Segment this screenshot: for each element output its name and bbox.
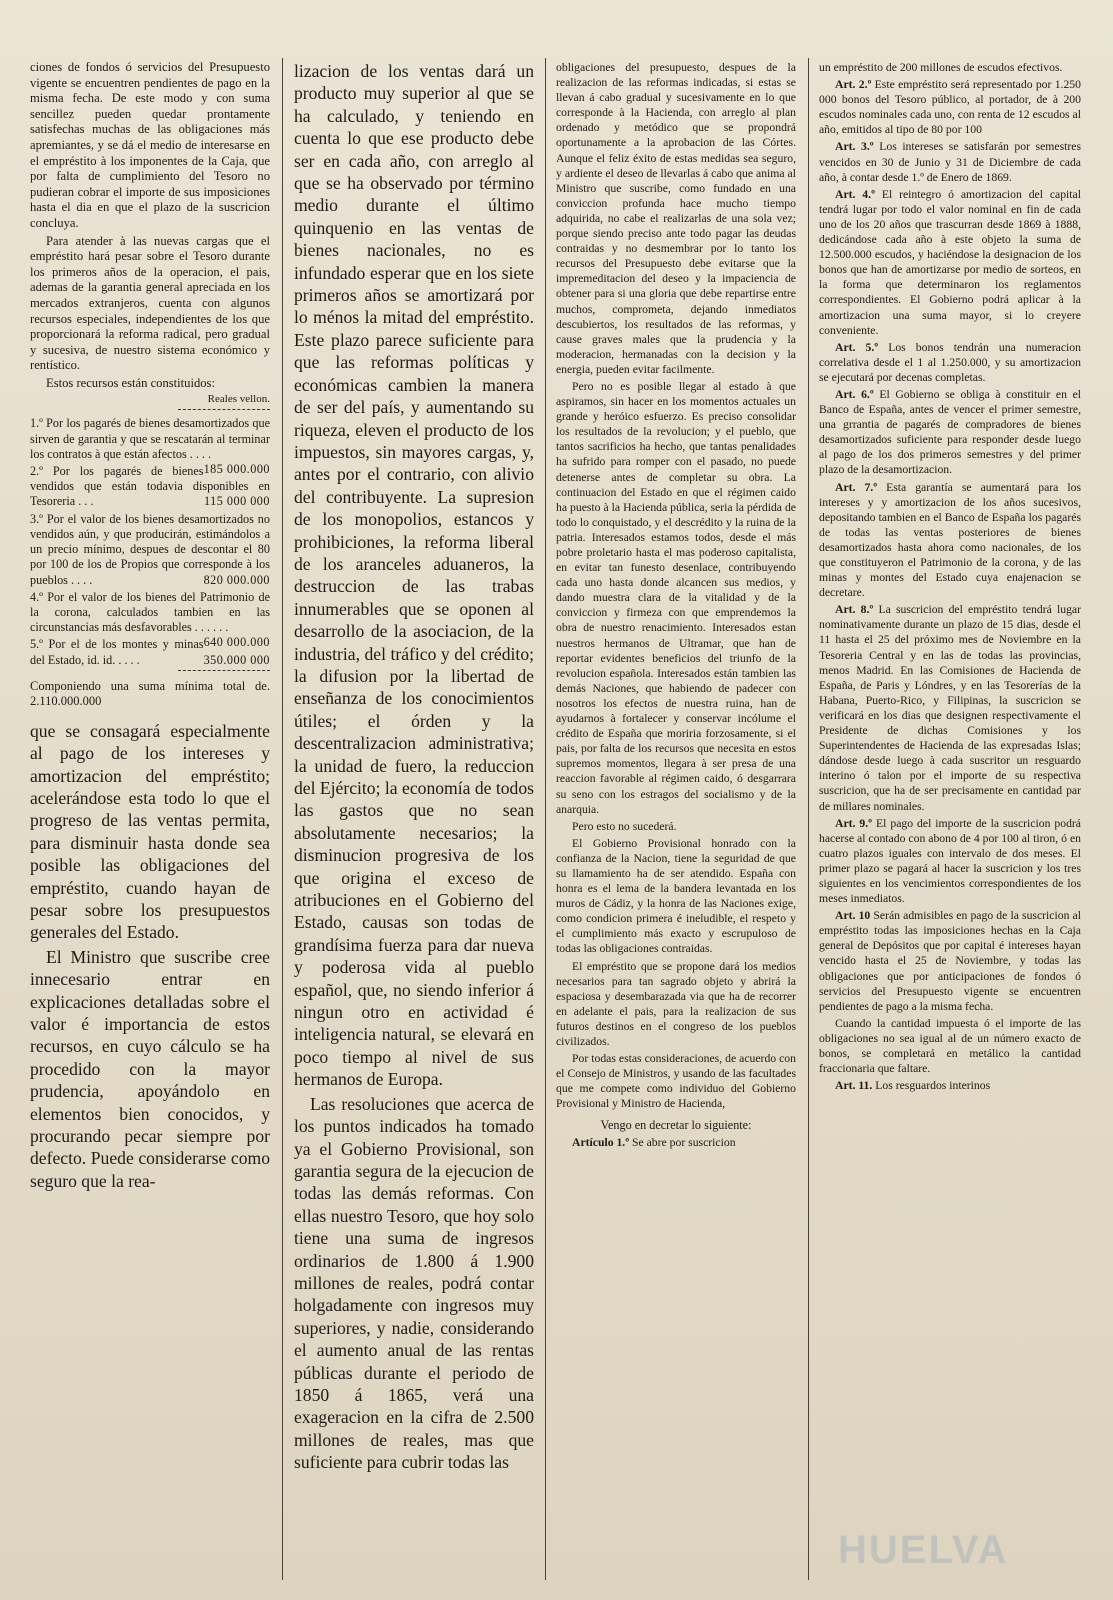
- article-label: Art. 2.º: [835, 78, 872, 92]
- article-text: El pago del importe de la suscricion podrá hacerse al contado con abono de 4 por 100 al tiron, ó en cuatro plazos iguales con intervalo de dos meses. El primer plazo se pagará al hacer la suscricion y los tres siguientes en los vencimientos correspondientes de los meses inmediatos.: [819, 816, 1081, 906]
- column-4: [819, 60, 1081, 1578]
- article-text: El Gobierno se obliga à constituir en el Banco de España, antes de vencer el primer semestre, una grrantia de pagarés de compradores de bienes desamortizados suficiente para responder desde luego al pago de los dos primeros semestres y del primer plazo de la desamortizacion.: [819, 387, 1081, 477]
- total-amount: 2.110.000.000: [30, 694, 102, 709]
- article-text: Se abre por suscricion: [632, 1136, 736, 1150]
- article-paragraph: [556, 1135, 796, 1150]
- paragraph: El empréstito que se propone dará los medios necesarios para tan sagrado objeto y abrirá la espaciosa y desembarazada via que ha de recorrer en adelante el pais, para la realizacion de sus futuros destinos en el congreso de los pueblos civilizados.: [556, 959, 796, 1048]
- article-paragraph: [819, 340, 1081, 385]
- divider: [178, 670, 270, 671]
- article-paragraph: [819, 77, 1081, 137]
- item-text: 3.º Por el valor de los bienes desamortizados no vendidos aún, y que producirán, estimándolos a un precio mínimo, despues de descontar el 80 por 100 de los de Propios que corresponde à los pueblos . . . .: [30, 511, 270, 587]
- item-amount: 185 000.000: [203, 462, 270, 477]
- article-paragraph: [819, 480, 1081, 601]
- article-text: Este empréstito será representado por 1.250 000 bonos del Tesoro público, al portador, de à 200 escudos nominales cada uno, con renta de 12 escudos al año, emitidos al tipo de 80 por 100: [819, 78, 1081, 137]
- article-label: Art. 3.º: [835, 140, 874, 154]
- item-text: 5.º Por el de los montes y minas del Estado, id. id. . . . .: [30, 637, 204, 667]
- resources-list: [30, 416, 270, 667]
- item-amount: 820 000.000: [203, 572, 270, 587]
- item-amount: 350.000 000: [203, 652, 270, 667]
- column-rule: [545, 58, 546, 1580]
- table-header: Reales vellon.: [207, 393, 270, 406]
- article-paragraph: [819, 187, 1081, 338]
- paragraph: ciones de fondos ó servicios del Presupuesto vigente se encuentren pendientes de pago en la misma fecha. De este modo y con suma sencillez pueden quedar prontamente satisfechas muchas de las obligaciones más apremiantes, y se dá el medio de interesarse en el empréstito à los imponentes de la Caja, que por falta de cumplimiento del Tesoro no pudieran cobrar el importe de sus imposiciones hasta el dia en que el plazo de la suscricion concluya.: [30, 60, 270, 230]
- article-paragraph: [819, 816, 1081, 907]
- paragraph: El Ministro que suscribe cree innecesario entrar en explicaciones detalladas sobre el valor é importancia de estos recursos, en cuyo cálculo se ha procedido con la mayor prudencia, apoyándolo en elementos bien conocidos, y procurando pecar siempre por defecto. Puede considerarse como seguro que la rea-: [30, 946, 270, 1191]
- list-item: [30, 512, 270, 588]
- article-paragraph: [819, 602, 1081, 813]
- paragraph: Cuando la cantidad impuesta ó el importe de las obligaciones no sea igual al de un número exacto de bonos, se completará en metálico la cantidad fraccionaria que faltare.: [819, 1016, 1081, 1076]
- column-1: [30, 60, 270, 1578]
- article-text: El reintegro ó amortizacion del capital tendrá lugar por todo el valor nominal en fin de cada uno de los 20 años que trascurran desde 1869 à 1888, dedicándose cada año à este objeto la suma de 12.500.000 escudos, y haciéndose la designacion de los bonos que han de amortizarse por medio de sorteos, en la forma que determinaron los reglamentos correspondientes. El Gobierno podrá aplicar à la amortizacion una suma mayor, si lo creyere conveniente.: [819, 187, 1081, 337]
- item-amount: 640 000.000: [203, 635, 270, 650]
- list-item: [30, 416, 270, 477]
- paragraph: Para atender à las nuevas cargas que el empréstito hará pesar sobre el Tesoro durante los primeros años de la operacion, el pais, ademas de la garantia general apreciada en los mercados extranjeros, cuenta con algunos recursos especiales, independientes de los que proporcionará la reforma radical, pero gradual y sucesiva, de nuestro sistema económico y rentístico.: [30, 233, 270, 373]
- article-label: Art. 10: [835, 909, 871, 923]
- paragraph: Estos recursos están constituidos:: [46, 375, 215, 390]
- paragraph: Las resoluciones que acerca de los puntos indicados ha tomado ya el Gobierno Provisional, son garantia segura de la ejecucion de todas las demás reformas. Con ellas nuestro Tesoro, que hoy solo tiene una suma de ingresos ordinarios de 1.800 á 1.900 millones de reales, podrá contar holgadamente con ingresos muy superiores, y nadie, considerando el aumento anual de las rentas públicas durante el periodo de 1850 á 1865, verá una exageracion en la cifra de 2.500 millones de reales, mas que suficiente para cubrir todas las: [294, 1093, 534, 1473]
- archive-watermark: HUELVA: [838, 1528, 1009, 1572]
- item-text: 1.º Por los pagarés de bienes desamortizados que sirven de garantia y que se rescatarán al terminar los contratos à que están afectos . . . .: [30, 416, 270, 461]
- total-label: Componiendo una suma mínima total de.: [30, 678, 270, 693]
- paragraph: Pero no es posible llegar al estado à que aspiramos, sin hacer en los momentos actuales un grande y heróico esfuerzo. Es preciso consolidar los resultados de la revolucion; y el pueblo, que tantos sacrificios ha hecho, que tantas penalidades ha sufrido para romper con el pasado, no puede detenerse antes de completar su obra. La continuacion del Estado en que el régimen caido ha puesto à la Hacienda pública, seria la pérdida de todo lo conquistado, y el descrédito y la ruina de la patria. Interesados estamos todos, desde el más pobre proletario hasta el mas poderoso capitalista, en evitar tan funesto desenlace, contribuyendo cada uno hasta donde alcancen sus medios, y dando muestra clara de la vitalidad y de la conviccion y firmeza con que emprendemos la obra de nuestro renacimiento. Interesados estan nuestros hermanos de Ultramar, que han de reportar evidentes beneficios del triunfo de la revolucion española. Interesados están tambien las demás Naciones, que habiendo de padecer con nosotros los efectos de nuestra ruina, han de ayudarnos à fortalecer y conservar incólume el crédito de España que moriria forzosamente, si el pais, por falta de los recursos que necesita en estos supremos momentos, llegara à ser presa de una reaccion favorable al régimen caido, ó desgarrara su seno con los estragos del socialismo y de la anarquia.: [556, 379, 796, 816]
- article-label: Artículo 1.º: [572, 1136, 630, 1150]
- column-2: [294, 60, 534, 1578]
- article-text: La suscricion del empréstito tendrá lugar nominativamente durante un plazo de 15 dias, desde el 11 hasta el 25 del próximo mes de Noviembre en la Tesoreria Central y en las de todas las provincias, menos Madrid. En las Comisiones de Hacienda de España, de Paris y Lóndres, y en las Tesorerías de la Habana, Puerto-Rico, y Filipinas, la suscricion se verificará en los dias que designen respectivamente el Presidente de dichas Comisiones y los Superintendentes de Hacienda de las expresadas Islas; dándose desde luego à cada suscritor un resguardo interino ó talon por el importe de su respectiva suscricion, que ha de ser precisamente en cantidad par de millares nominales.: [819, 603, 1081, 813]
- list-item: [30, 464, 270, 510]
- paragraph: lizacion de los ventas dará un producto muy superior al que se ha calculado, y teniendo en cuenta lo que ese producto debe ser en cada año, con arreglo al que se ha observado por término medio durante el último quinquenio en las ventas de bienes nacionales, no es infundado esperar que en los siete primeros años se amortizará por lo ménos la mitad del empréstito. Este plazo parece suficiente para que las reformas políticas y económicas cambien la manera de ser del país, y aumentando su riqueza, eleven el producto de los impuestos, sin mayores cargas, y, antes por el contrario, con alivio del contribuyente. La supresion de los monopolios, estancos y prohibiciones, la reforma liberal de los aranceles aduaneros, la destruccion de las trabas innumerables que se oponen al desarrollo de la asociacion, de la industria, del tráfico y del crédito; la difusion por la libertad de enseñanza de los conocimientos útiles; el órden y la descentralizacion administrativa; la unidad de fuero, la reduccion del Ejército; la economía de todos las gastos que no sean absolutamente necesarios; la disminucion progresiva de los que origina el exceso de atribuciones en el Gobierno del Estado, causas son todas de grandísima fuerza para dar nueva y poderosa vida al pueblo español, que, no siendo inferior á ningun otro en actividad é inteligencia natural, se elevará en poco tiempo al nivel de sus hermanos de Europa.: [294, 61, 534, 1090]
- article-text: Serán admisibles en pago de la suscricion al empréstito todas las imposiciones hechas en la Caja general de Depósitos que por capital é intereses hayan vencido hasta el 25 de Noviembre, y todas las obligaciones que por anticipaciones de fondos ó servicios del Presupuesto vigente se encuentren pendientes de pago a la misma fecha.: [819, 909, 1081, 1013]
- item-amount: 115 000 000: [204, 494, 270, 509]
- article-label: Art. 11.: [835, 1079, 873, 1093]
- article-paragraph: [819, 1078, 1081, 1093]
- item-text: 4.º Por el valor de los bienes del Patrimonio de la corona, calculados tambien en las circunstancias más desfavorables . . . . . .: [30, 589, 270, 635]
- list-item: [30, 589, 270, 650]
- article-text: Los resguardos interinos: [875, 1079, 991, 1093]
- total-line: [30, 679, 270, 710]
- paragraph: obligaciones del presupuesto, despues de la realizacion de las reformas indicadas, si estas se llevan á cabo gradual y sucesivamente en lo que corresponde à la Hacienda, con arreglo al plan ordenado y metódico que se propondrá oportunamente a la aprobacion de las Córtes. Aunque el feliz éxito de estas medidas sea seguro, y ardiente el deseo de llevarlas á cabo que anima al Ministro que suscribe, como fundado en una conviccion profunda hace mucho tiempo adquirida, no cabe el realizarlas de una sola vez; porque siendo preciso ante todo pagar las deudas contraidas y no desmembrar por lo tanto los recursos del Presupuesto debe evitarse que la impremeditacion del deseo y la impaciencia de obtener para si una gloria que debe repartirse entre muchos, comprometa, dejando inmediatos descubiertos, los resultados de las reformas, y cause graves males que la prudencia y la moderacion, hermanadas con la decision y la energia, pueden evitar facilmente.: [556, 61, 796, 376]
- decree-intro: Vengo en decretar lo siguiente:: [600, 1118, 752, 1133]
- article-paragraph: [819, 139, 1081, 184]
- column-rule: [808, 58, 809, 1580]
- article-text: Los bonos tendrán una numeracion correlativa desde el 1 al 1.250.000, y su amortizacion se ejecutará por decenas completas.: [819, 340, 1081, 384]
- article-label: Art. 6.º: [835, 387, 874, 401]
- column-rule: [282, 58, 283, 1580]
- divider: [178, 409, 270, 410]
- list-item: [30, 637, 270, 667]
- paragraph: Pero esto no sucederá.: [572, 819, 677, 833]
- column-3: [556, 60, 796, 1578]
- article-label: Art. 7.º: [835, 480, 878, 494]
- article-text: Los intereses se satisfarán por semestres vencidos en 30 de Junio y 31 de Diciembre de cada año, à contar desde 1.º de Enero de 1869.: [819, 140, 1081, 184]
- article-paragraph: [819, 387, 1081, 478]
- paragraph: un empréstito de 200 millones de escudos efectivos.: [819, 61, 1063, 74]
- article-label: Art. 4.º: [835, 187, 875, 201]
- paragraph: El Gobierno Provisional honrado con la confianza de la Nacion, tiene la seguridad de que su llamamiento ha de ser atendido. España con honra es el lema de la bandera levantada en los muros de Cádiz, y la honra de las Naciones exige, como condicion primera é ineludible, el respeto y el cumplimiento más exacto y escrupuloso de todas las obligaciones contraidas.: [556, 836, 796, 956]
- paragraph: que se consagará especialmente al pago de los intereses y amortizacion del empréstito; acelerándose esta todo lo que el progreso de las ventas permita, para disminuir hasta donde sea posible las obligaciones del empréstito, cuando hayan de pesar sobre los presupuestos generales del Estado.: [30, 720, 270, 943]
- paragraph: Por todas estas consideraciones, de acuerdo con el Consejo de Ministros, y usando de las facultades que me compete como individuo del Gobierno Provisional y Ministro de Hacienda,: [556, 1052, 796, 1111]
- article-text: Esta garantía se aumentará para los intereses y y amortizacion de los años sucesivos, depositando tambien en el Banco de España los pagarés de todas las ventas posteriores de bienes desamortizados hasta ahora como nacionales, de los que constituyeron el Patrimonio de la corona, y de las minas y montes del Estado cuya enajenacion se decretare.: [819, 480, 1081, 600]
- article-paragraph: [819, 908, 1081, 1014]
- item-text: 2.º Por los pagarés de bienes vendidos que están todavia disponibles en Tesoreria . . .: [30, 464, 270, 509]
- article-label: Art. 5.º: [835, 340, 879, 354]
- article-label: Art. 8.º: [835, 603, 874, 617]
- article-label: Art. 9.º: [835, 816, 873, 830]
